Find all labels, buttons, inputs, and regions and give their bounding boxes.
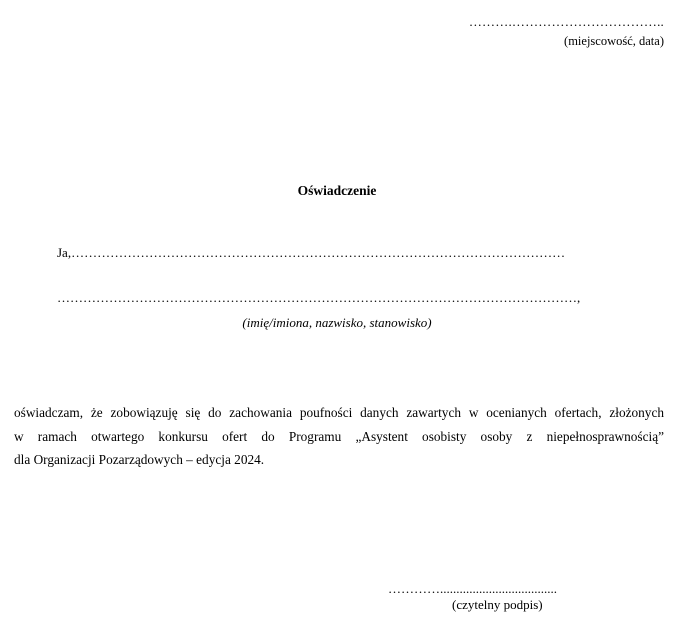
signature-caption: (czytelny podpis) (452, 597, 543, 612)
name-caption: (imię/imiona, nazwisko, stanowisko) (242, 315, 432, 330)
place-date-caption: (miejscowość, data) (564, 34, 664, 48)
place-date-dots: ……….…………………………….. (468, 14, 664, 29)
name-line-2: …………………………………………………………………………………………………………, (57, 290, 581, 305)
signature-dots: ………….................................... (388, 581, 557, 596)
statement-paragraph (14, 401, 664, 472)
statement-line-3: dla Organizacji Pozarządowych – edycja 2024. (14, 452, 265, 467)
name-line-1: Ja,…………………………………………………………………………………………………… (57, 245, 566, 260)
statement-line-2: w ramach otwartego konkursu ofert do Programu „Asystent osobisty osoby z niepełnosprawnością” (14, 428, 664, 444)
document-title: Oświadczenie (297, 183, 377, 198)
statement-line-1: oświadczam, że zobowiązuję się do zachowania poufności danych zawartych w ocenianych ofertach, złożonych (14, 405, 664, 420)
